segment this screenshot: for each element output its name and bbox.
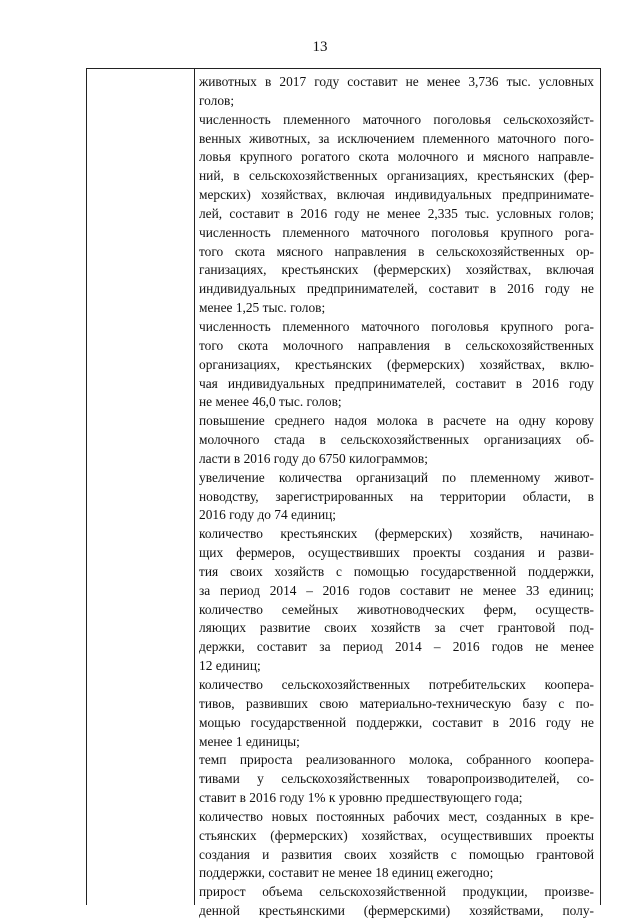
column-divider [194,69,195,905]
text-line: чая индивидуальных предпринимателей, составит в 2016 году [199,375,594,391]
text-line: не менее 46,0 тыс. голов; [199,394,342,410]
text-line: менее 1 единицы; [199,733,300,749]
text-line: лей, составит в 2016 году не менее 2,335 тыс. условных голов; [199,205,594,221]
text-line: ставит в 2016 году 1% к уровню предшествующего года; [199,790,523,806]
text-line: ганизациях, крестьянских (фермерских) хозяйствах, включая [199,262,594,278]
text-line: венных животных, за исключением племенного маточного пого- [199,130,594,146]
text-line: поддержки, составит не менее 18 единиц ежегодно; [199,865,494,881]
page-number: 13 [312,39,328,55]
text-line: количество новых постоянных рабочих мест, созданных в кре- [199,808,594,824]
text-line: количество семейных животноводческих ферм, осуществ- [199,601,594,617]
text-line: стьянских (фермерских) хозяйствах, осуществивших проекты [199,827,594,843]
text-line: организациях, крестьянских (фермерских) хозяйствах, вклю- [199,356,594,372]
text-line: за период 2014 – 2016 годов составит не менее 33 единиц; [199,582,594,598]
text-line: мощью государственной поддержки, составит в 2016 году не [199,714,594,730]
text-line: животных в 2017 году составит не менее 3,736 тыс. условных [199,74,594,89]
text-line: новодству, зарегистрированных на территории области, в [199,488,594,504]
document-table [86,68,601,919]
text-line: численность племенного маточного поголовья сельскохозяйст- [199,111,594,127]
text-line: количество сельскохозяйственных потребительских коопера- [199,677,594,692]
text-line: ласти в 2016 году до 6750 килограммов; [199,450,428,466]
text-line: количество крестьянских (фермерских) хозяйств, начинаю- [199,526,594,542]
text-line: держки, составит за период 2014 – 2016 годов не менее [199,639,594,655]
table-left-column [87,69,194,905]
text-line: индивидуальных предпринимателей, составит в 2016 году не [199,281,594,297]
text-line: молочного стада в сельскохозяйственных организациях об- [199,432,594,448]
text-line: численность племенного маточного поголовья крупного рога- [199,224,594,240]
text-line: темп прироста реализованного молока, собранного коопера- [199,752,594,768]
text-line: ний, в сельскохозяйственных организациях, крестьянских (фер- [199,168,594,184]
text-line: мерских) хозяйствах, включая индивидуальных предпринимате- [199,187,594,203]
text-line: ловья крупного рогатого скота молочного и мясного направле- [199,149,594,165]
text-line: создания и развития своих хозяйств с помощью грантовой [199,846,594,862]
table-right-column-text [199,73,594,921]
text-line: того скота мясного направления в сельскохозяйственных ор- [199,243,594,259]
text-line: голов; [199,92,235,108]
text-line: щих фермеров, осуществивших проекты создания и разви- [199,545,594,561]
text-line: тивами у сельскохозяйственных товаропроизводителей, со- [199,771,594,787]
text-line: тивов, развивших свою материально-техническую базу с по- [199,695,594,711]
text-line: 2016 году до 74 единиц; [199,507,337,523]
text-line: повышение среднего надоя молока в расчете на одну корову [199,413,594,429]
text-line: менее 1,25 тыс. голов; [199,300,326,316]
text-line: денной крестьянскими (фермерскими) хозяйствами, полу- [199,903,594,919]
text-line: увеличение количества организаций по племенному живот- [199,469,594,485]
text-line: прирост объема сельскохозяйственной продукции, произве- [199,884,594,900]
text-line: того скота молочного направления в сельскохозяйственных [199,337,594,353]
text-line: ляющих развитие своих хозяйств за счет грантовой под- [199,620,594,636]
text-line: тия своих хозяйств с помощью государственной поддержки, [199,563,594,579]
text-line: численность племенного маточного поголовья крупного рога- [199,318,594,334]
text-line: 12 единиц; [199,658,261,674]
